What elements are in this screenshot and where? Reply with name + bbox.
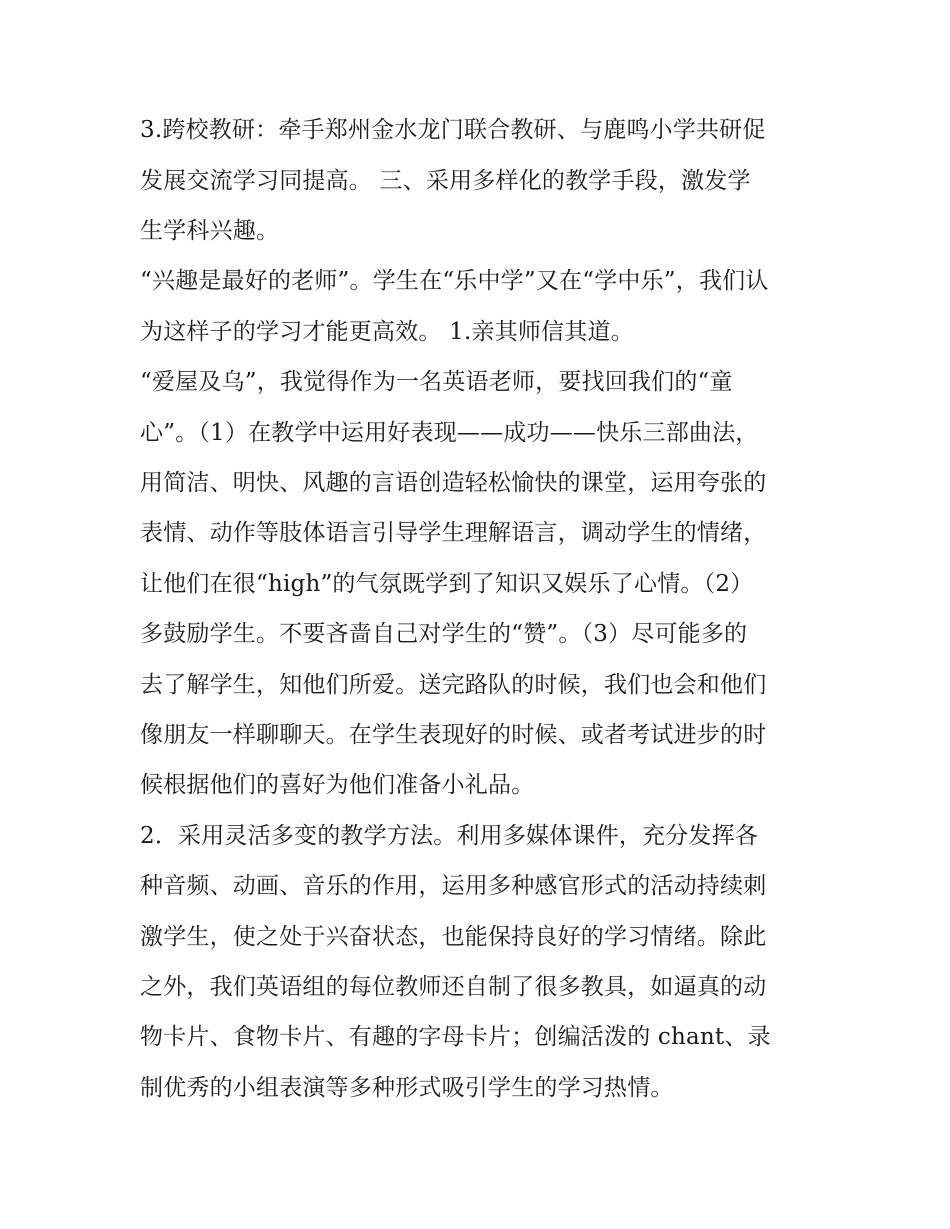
text-line: 表情、动作等肢体语言引导学生理解语言，调动学生的情绪， bbox=[140, 520, 767, 546]
text-line: 去了解学生，知他们所爱。送完路队的时候，我们也会和他们 bbox=[140, 672, 767, 698]
text-line: 物卡片、食物卡片、有趣的字母卡片；创编活泼的 chant、录 bbox=[140, 1024, 771, 1050]
text-line: “爱屋及乌”，我觉得作为一名英语老师，要找回我们的“童 bbox=[140, 369, 733, 395]
text-line: 之外，我们英语组的每位教师还自制了很多教具，如逼真的动 bbox=[140, 974, 767, 1000]
text-line: “兴趣是最好的老师”。学生在“乐中学”又在“学中乐”，我们认 bbox=[140, 268, 769, 294]
text-line: 2．采用灵活多变的教学方法。利用多媒体课件，充分发挥各 bbox=[140, 823, 759, 849]
text-line: 用简洁、明快、风趣的言语创造轻松愉快的课堂，运用夸张的 bbox=[140, 470, 767, 496]
text-line: 发展交流学习同提高。 三、采用多样化的教学手段，激发学 bbox=[140, 168, 751, 194]
text-line: 心”。（1）在教学中运用好表现——成功——快乐三部曲法， bbox=[140, 420, 759, 446]
text-line: 生学科兴趣。 bbox=[140, 218, 280, 244]
text-line: 多鼓励学生。不要吝啬自己对学生的“赞”。（3）尽可能多的 bbox=[140, 621, 748, 647]
text-line: 种音频、动画、音乐的作用，运用多种感官形式的活动持续刺 bbox=[140, 873, 767, 899]
text-line: 像朋友一样聊聊天。在学生表现好的时候、或者考试进步的时 bbox=[140, 722, 767, 748]
text-line: 制优秀的小组表演等多种形式吸引学生的学习热情。 bbox=[140, 1075, 674, 1101]
text-line: 激学生，使之处于兴奋状态，也能保持良好的学习情绪。除此 bbox=[140, 924, 767, 950]
text-line: 候根据他们的喜好为他们准备小礼品。 bbox=[140, 772, 535, 798]
text-line: 让他们在很“high”的气氛既学到了知识又娱乐了心情。（2） bbox=[140, 571, 754, 597]
text-line: 3.跨校教研：牵手郑州金水龙门联合教研、与鹿鸣小学共研促 bbox=[140, 117, 766, 143]
text-line: 为这样子的学习才能更高效。 1.亲其师信其道。 bbox=[140, 319, 634, 345]
